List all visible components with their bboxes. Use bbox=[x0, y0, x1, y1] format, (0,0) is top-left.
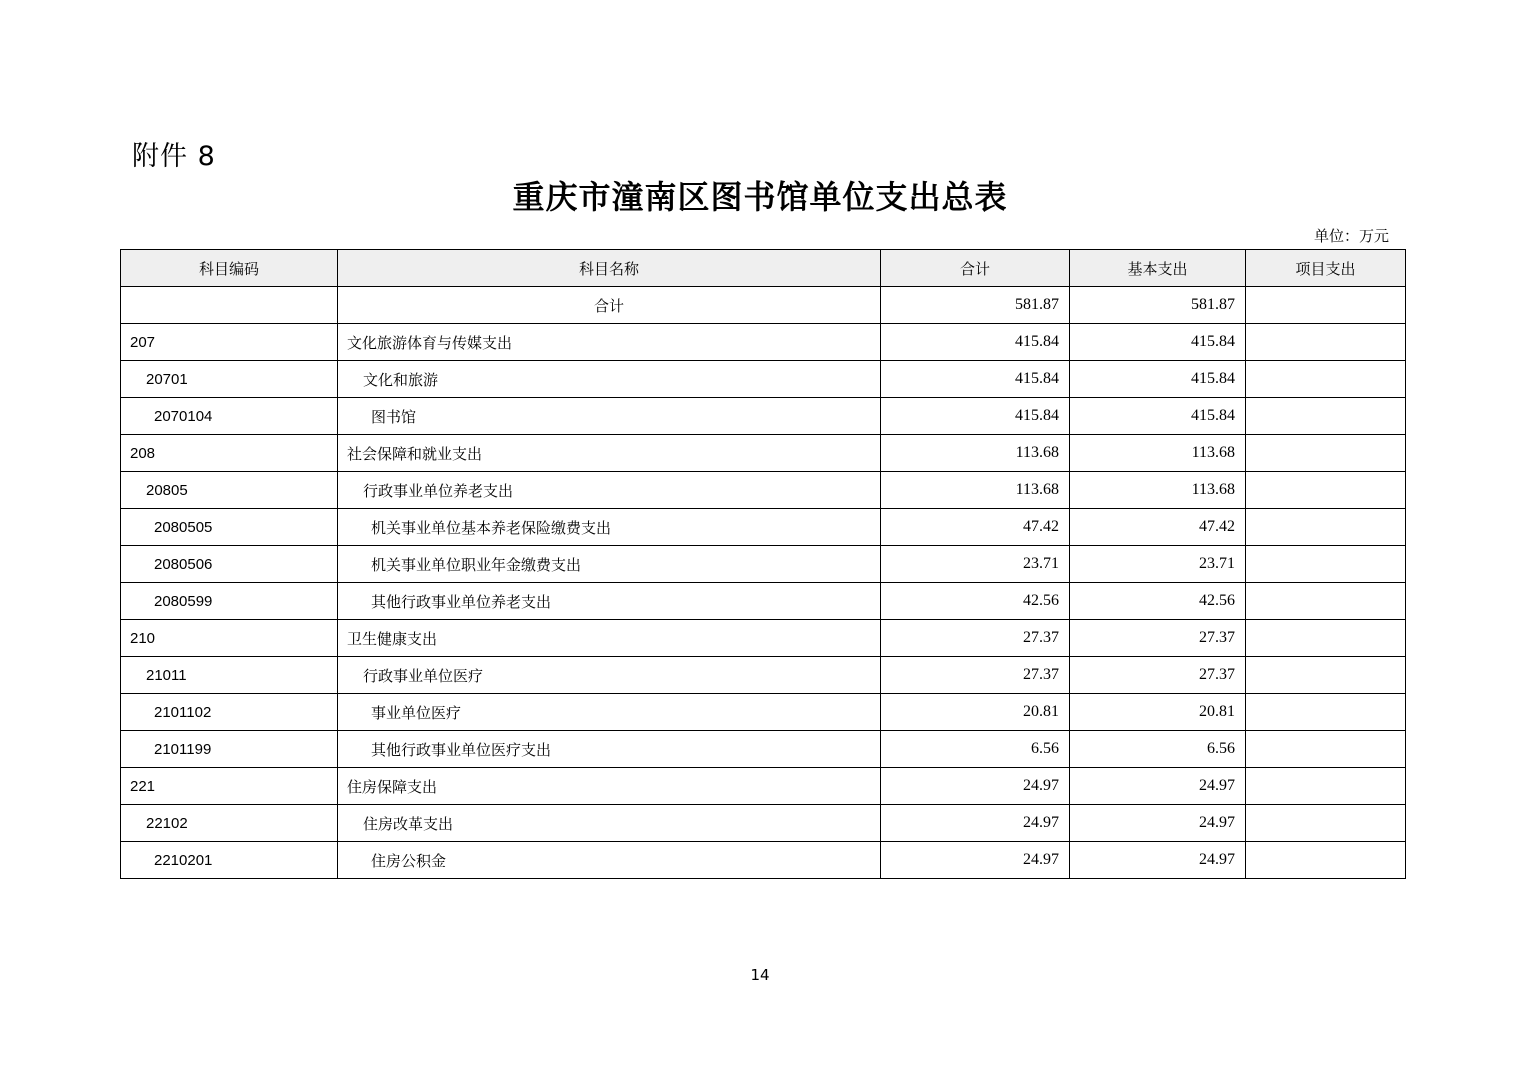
row-project bbox=[1246, 842, 1406, 879]
row-total: 6.56 bbox=[881, 731, 1070, 768]
row-name: 社会保障和就业支出 bbox=[338, 435, 881, 472]
row-total: 47.42 bbox=[881, 509, 1070, 546]
row-basic: 113.68 bbox=[1070, 472, 1246, 509]
row-basic: 24.97 bbox=[1070, 842, 1246, 879]
table-row bbox=[121, 842, 1406, 879]
row-name: 住房改革支出 bbox=[338, 805, 881, 842]
attachment-label: 附件 8 bbox=[132, 141, 216, 172]
table-row bbox=[121, 509, 1406, 546]
row-code: 2070104 bbox=[121, 398, 338, 435]
table-row bbox=[121, 620, 1406, 657]
row-basic: 20.81 bbox=[1070, 694, 1246, 731]
total-name: 合计 bbox=[338, 287, 881, 324]
row-total: 415.84 bbox=[881, 398, 1070, 435]
table-row bbox=[121, 694, 1406, 731]
row-project bbox=[1246, 731, 1406, 768]
row-total: 27.37 bbox=[881, 620, 1070, 657]
row-basic: 24.97 bbox=[1070, 768, 1246, 805]
row-basic: 415.84 bbox=[1070, 398, 1246, 435]
row-name: 住房公积金 bbox=[338, 842, 881, 879]
row-total: 27.37 bbox=[881, 657, 1070, 694]
row-project bbox=[1246, 324, 1406, 361]
row-project bbox=[1246, 546, 1406, 583]
row-total: 415.84 bbox=[881, 324, 1070, 361]
row-name: 图书馆 bbox=[338, 398, 881, 435]
row-basic: 6.56 bbox=[1070, 731, 1246, 768]
row-code: 2080505 bbox=[121, 509, 338, 546]
table-header-row bbox=[121, 250, 1406, 287]
row-code: 208 bbox=[121, 435, 338, 472]
row-total: 24.97 bbox=[881, 842, 1070, 879]
row-total: 113.68 bbox=[881, 472, 1070, 509]
table-row bbox=[121, 398, 1406, 435]
total-row bbox=[121, 287, 1406, 324]
page-title: 重庆市潼南区图书馆单位支出总表 bbox=[512, 178, 1008, 216]
row-total: 415.84 bbox=[881, 361, 1070, 398]
row-project bbox=[1246, 361, 1406, 398]
table-row bbox=[121, 546, 1406, 583]
row-name: 住房保障支出 bbox=[338, 768, 881, 805]
table-row bbox=[121, 324, 1406, 361]
row-code: 21011 bbox=[121, 657, 338, 694]
row-basic: 27.37 bbox=[1070, 657, 1246, 694]
row-project bbox=[1246, 768, 1406, 805]
header-name: 科目名称 bbox=[338, 250, 881, 287]
row-project bbox=[1246, 620, 1406, 657]
row-basic: 24.97 bbox=[1070, 805, 1246, 842]
row-project bbox=[1246, 509, 1406, 546]
table-row bbox=[121, 805, 1406, 842]
row-total: 24.97 bbox=[881, 805, 1070, 842]
expenditure-table bbox=[120, 249, 1406, 879]
row-basic: 23.71 bbox=[1070, 546, 1246, 583]
header-code: 科目编码 bbox=[121, 250, 338, 287]
row-name: 其他行政事业单位医疗支出 bbox=[338, 731, 881, 768]
row-project bbox=[1246, 805, 1406, 842]
table-row bbox=[121, 435, 1406, 472]
header-total: 合计 bbox=[881, 250, 1070, 287]
row-code: 2210201 bbox=[121, 842, 338, 879]
table-row bbox=[121, 731, 1406, 768]
unit-label: 单位：万元 bbox=[1313, 227, 1389, 245]
row-project bbox=[1246, 435, 1406, 472]
row-code: 2080506 bbox=[121, 546, 338, 583]
row-name: 机关事业单位基本养老保险缴费支出 bbox=[338, 509, 881, 546]
row-total: 20.81 bbox=[881, 694, 1070, 731]
row-total: 42.56 bbox=[881, 583, 1070, 620]
row-total: 24.97 bbox=[881, 768, 1070, 805]
row-basic: 27.37 bbox=[1070, 620, 1246, 657]
row-name: 行政事业单位养老支出 bbox=[338, 472, 881, 509]
row-project bbox=[1246, 694, 1406, 731]
row-project bbox=[1246, 583, 1406, 620]
row-project bbox=[1246, 398, 1406, 435]
row-name: 文化和旅游 bbox=[338, 361, 881, 398]
table-row bbox=[121, 768, 1406, 805]
row-project bbox=[1246, 657, 1406, 694]
table-row bbox=[121, 361, 1406, 398]
row-name: 行政事业单位医疗 bbox=[338, 657, 881, 694]
row-code: 210 bbox=[121, 620, 338, 657]
row-code: 207 bbox=[121, 324, 338, 361]
row-code: 2080599 bbox=[121, 583, 338, 620]
row-project bbox=[1246, 472, 1406, 509]
row-basic: 47.42 bbox=[1070, 509, 1246, 546]
row-name: 卫生健康支出 bbox=[338, 620, 881, 657]
table-row bbox=[121, 583, 1406, 620]
row-basic: 415.84 bbox=[1070, 324, 1246, 361]
row-basic: 42.56 bbox=[1070, 583, 1246, 620]
total-basic: 581.87 bbox=[1070, 287, 1246, 324]
total-code bbox=[121, 287, 338, 324]
row-code: 20701 bbox=[121, 361, 338, 398]
row-name: 机关事业单位职业年金缴费支出 bbox=[338, 546, 881, 583]
header-basic: 基本支出 bbox=[1070, 250, 1246, 287]
row-code: 22102 bbox=[121, 805, 338, 842]
row-code: 221 bbox=[121, 768, 338, 805]
table-row bbox=[121, 472, 1406, 509]
table-row bbox=[121, 657, 1406, 694]
total-project bbox=[1246, 287, 1406, 324]
row-total: 113.68 bbox=[881, 435, 1070, 472]
header-project: 项目支出 bbox=[1246, 250, 1406, 287]
row-code: 20805 bbox=[121, 472, 338, 509]
row-basic: 415.84 bbox=[1070, 361, 1246, 398]
row-code: 2101199 bbox=[121, 731, 338, 768]
row-code: 2101102 bbox=[121, 694, 338, 731]
row-total: 23.71 bbox=[881, 546, 1070, 583]
row-name: 文化旅游体育与传媒支出 bbox=[338, 324, 881, 361]
row-name: 其他行政事业单位养老支出 bbox=[338, 583, 881, 620]
row-name: 事业单位医疗 bbox=[338, 694, 881, 731]
total-total: 581.87 bbox=[881, 287, 1070, 324]
row-basic: 113.68 bbox=[1070, 435, 1246, 472]
page-number: 14 bbox=[750, 966, 770, 984]
